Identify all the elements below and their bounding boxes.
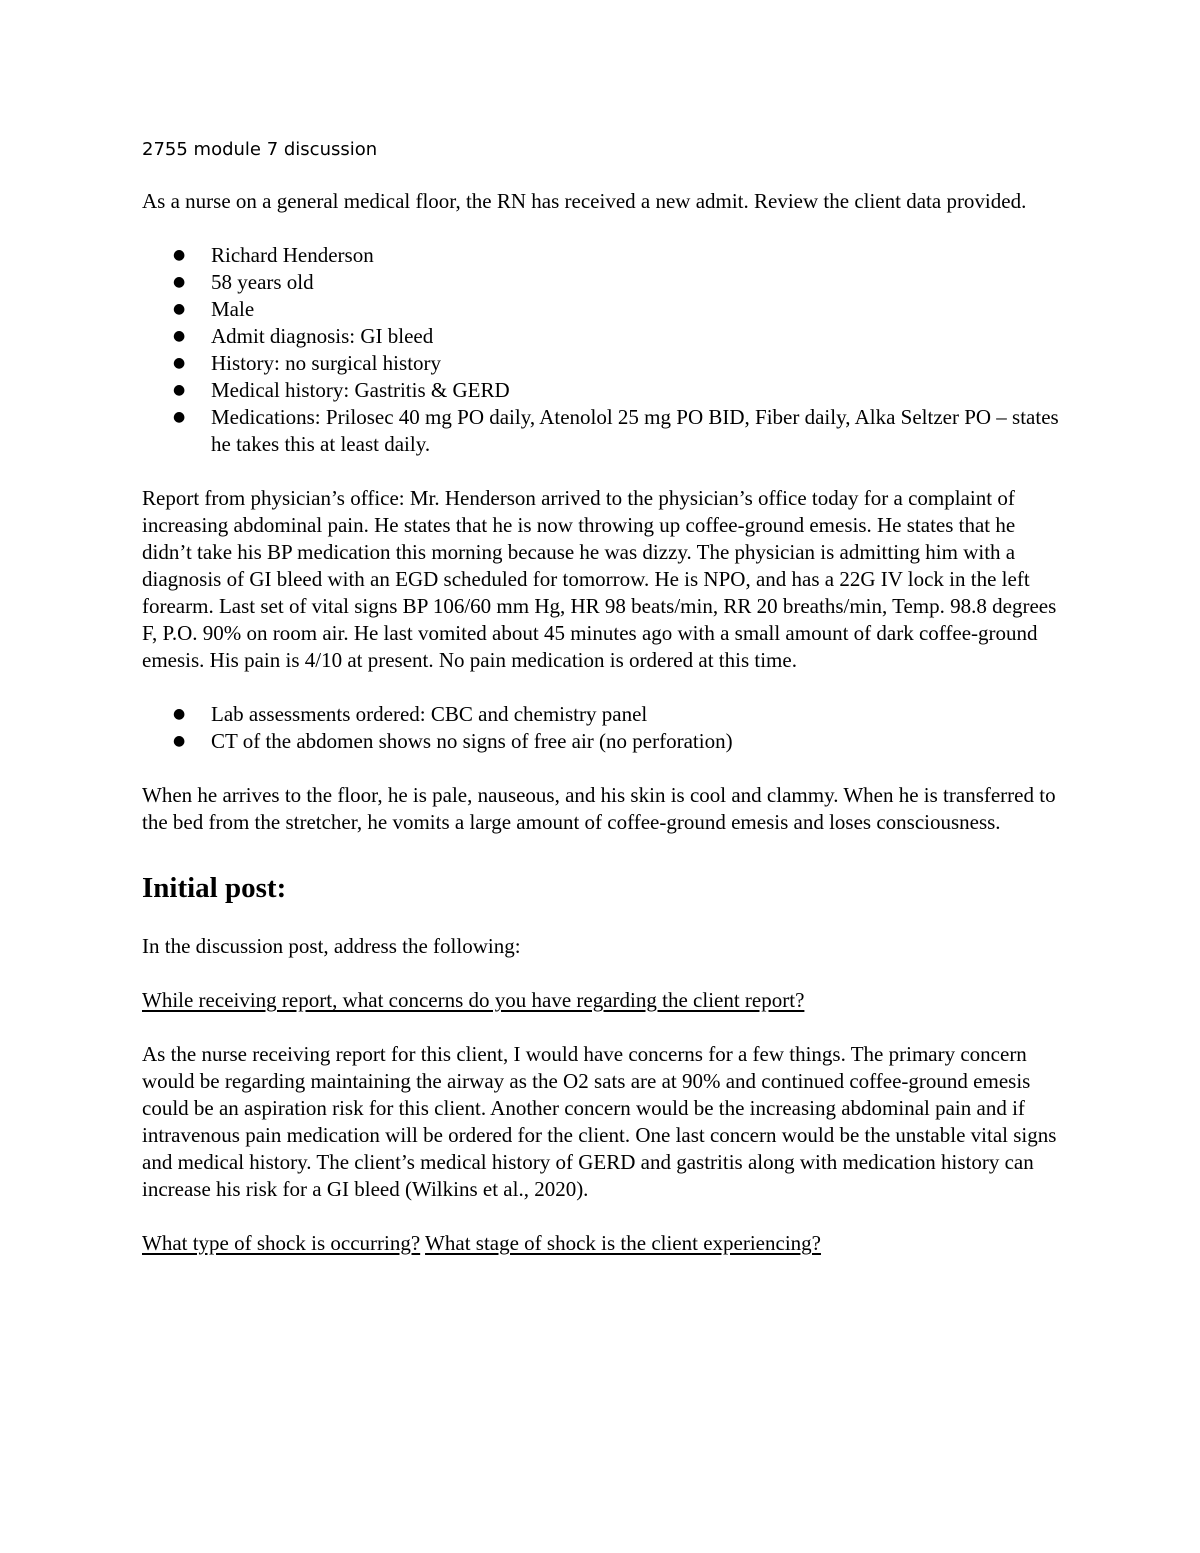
discussion-prompt: In the discussion post, address the following: <box>142 934 521 958</box>
bullet-icon: ● <box>173 274 186 290</box>
list-item: ● Richard Henderson <box>173 243 374 267</box>
list-item: ● Lab assessments ordered: CBC and chemistry panel <box>173 702 648 726</box>
list-item: ● Medical history: Gastritis & GERD <box>173 378 510 402</box>
bullet-icon: ● <box>173 301 186 317</box>
answer-1-paragraph: As the nurse receiving report for this client, I would have concerns for a few things. The primary concern would be regarding maintaining the airway as the O2 sats are at 90% and continued coffee-ground emesis could be an aspiration risk for this client. Another concern would be the increasing abdominal pain and if intravenous pain medication will be ordered for the client. One last concern would be the unstable vital signs and medical history. The client’s medical history of GERD and gastritis along with medication history can increase his risk for a GI bleed (Wilkins et al., 2020). <box>142 1042 1057 1201</box>
bullet-icon: ● <box>173 328 186 344</box>
bullet-icon: ● <box>173 355 186 371</box>
list-item: ● 58 years old <box>173 270 314 294</box>
bullet-icon: ● <box>173 706 186 722</box>
list-item: ● Medications: Prilosec 40 mg PO daily, Atenolol 25 mg PO BID, Fiber daily, Alka Seltzer PO – states he takes this at least daily. <box>173 405 1059 456</box>
document-page <box>142 138 1062 1257</box>
question-2-shock-stage: What stage of shock is the client experiencing? <box>425 1231 821 1255</box>
intro-paragraph: As a nurse on a general medical floor, the RN has received a new admit. Review the client data provided. <box>142 189 1027 213</box>
client-data-list <box>142 242 1062 458</box>
question-2 <box>142 1230 1062 1257</box>
list-item: ● Admit diagnosis: GI bleed <box>173 324 434 348</box>
list-item: ● CT of the abdomen shows no signs of free air (no perforation) <box>173 729 733 753</box>
arrival-paragraph: When he arrives to the floor, he is pale, nauseous, and his skin is cool and clammy. When he is transferred to the bed from the stretcher, he vomits a large amount of coffee-ground emesis and loses consciousness. <box>142 783 1056 834</box>
bullet-icon: ● <box>173 382 186 398</box>
list-item: ● Male <box>173 297 255 321</box>
list-item: ● History: no surgical history <box>173 351 442 375</box>
bullet-icon: ● <box>173 409 186 425</box>
bullet-icon: ● <box>173 247 186 263</box>
physician-report-paragraph: Report from physician’s office: Mr. Henderson arrived to the physician’s office today for a complaint of increasing abdominal pain. He states that he is now throwing up coffee-ground emesis. He states that he didn’t take his BP medication this morning because he was dizzy. The physician is admitting him with a diagnosis of GI bleed with an EGD scheduled for tomorrow. He is NPO, and has a 22G IV lock in the left forearm. Last set of vital signs BP 106/60 mm Hg, HR 98 beats/min, RR 20 breaths/min, Temp. 98.8 degrees F, P.O. 90% on room air. He last vomited about 45 minutes ago with a small amount of dark coffee-ground emesis. His pain is 4/10 at present. No pain medication is ordered at this time. <box>142 486 1057 672</box>
question-2-shock-type: What type of shock is occurring? <box>142 1231 421 1255</box>
orders-list <box>142 701 1062 755</box>
bullet-icon: ● <box>173 733 186 749</box>
question-1: While receiving report, what concerns do you have regarding the client report? <box>142 988 805 1012</box>
initial-post-heading: Initial post: <box>142 872 287 904</box>
document-title: 2755 module 7 discussion <box>142 139 378 160</box>
